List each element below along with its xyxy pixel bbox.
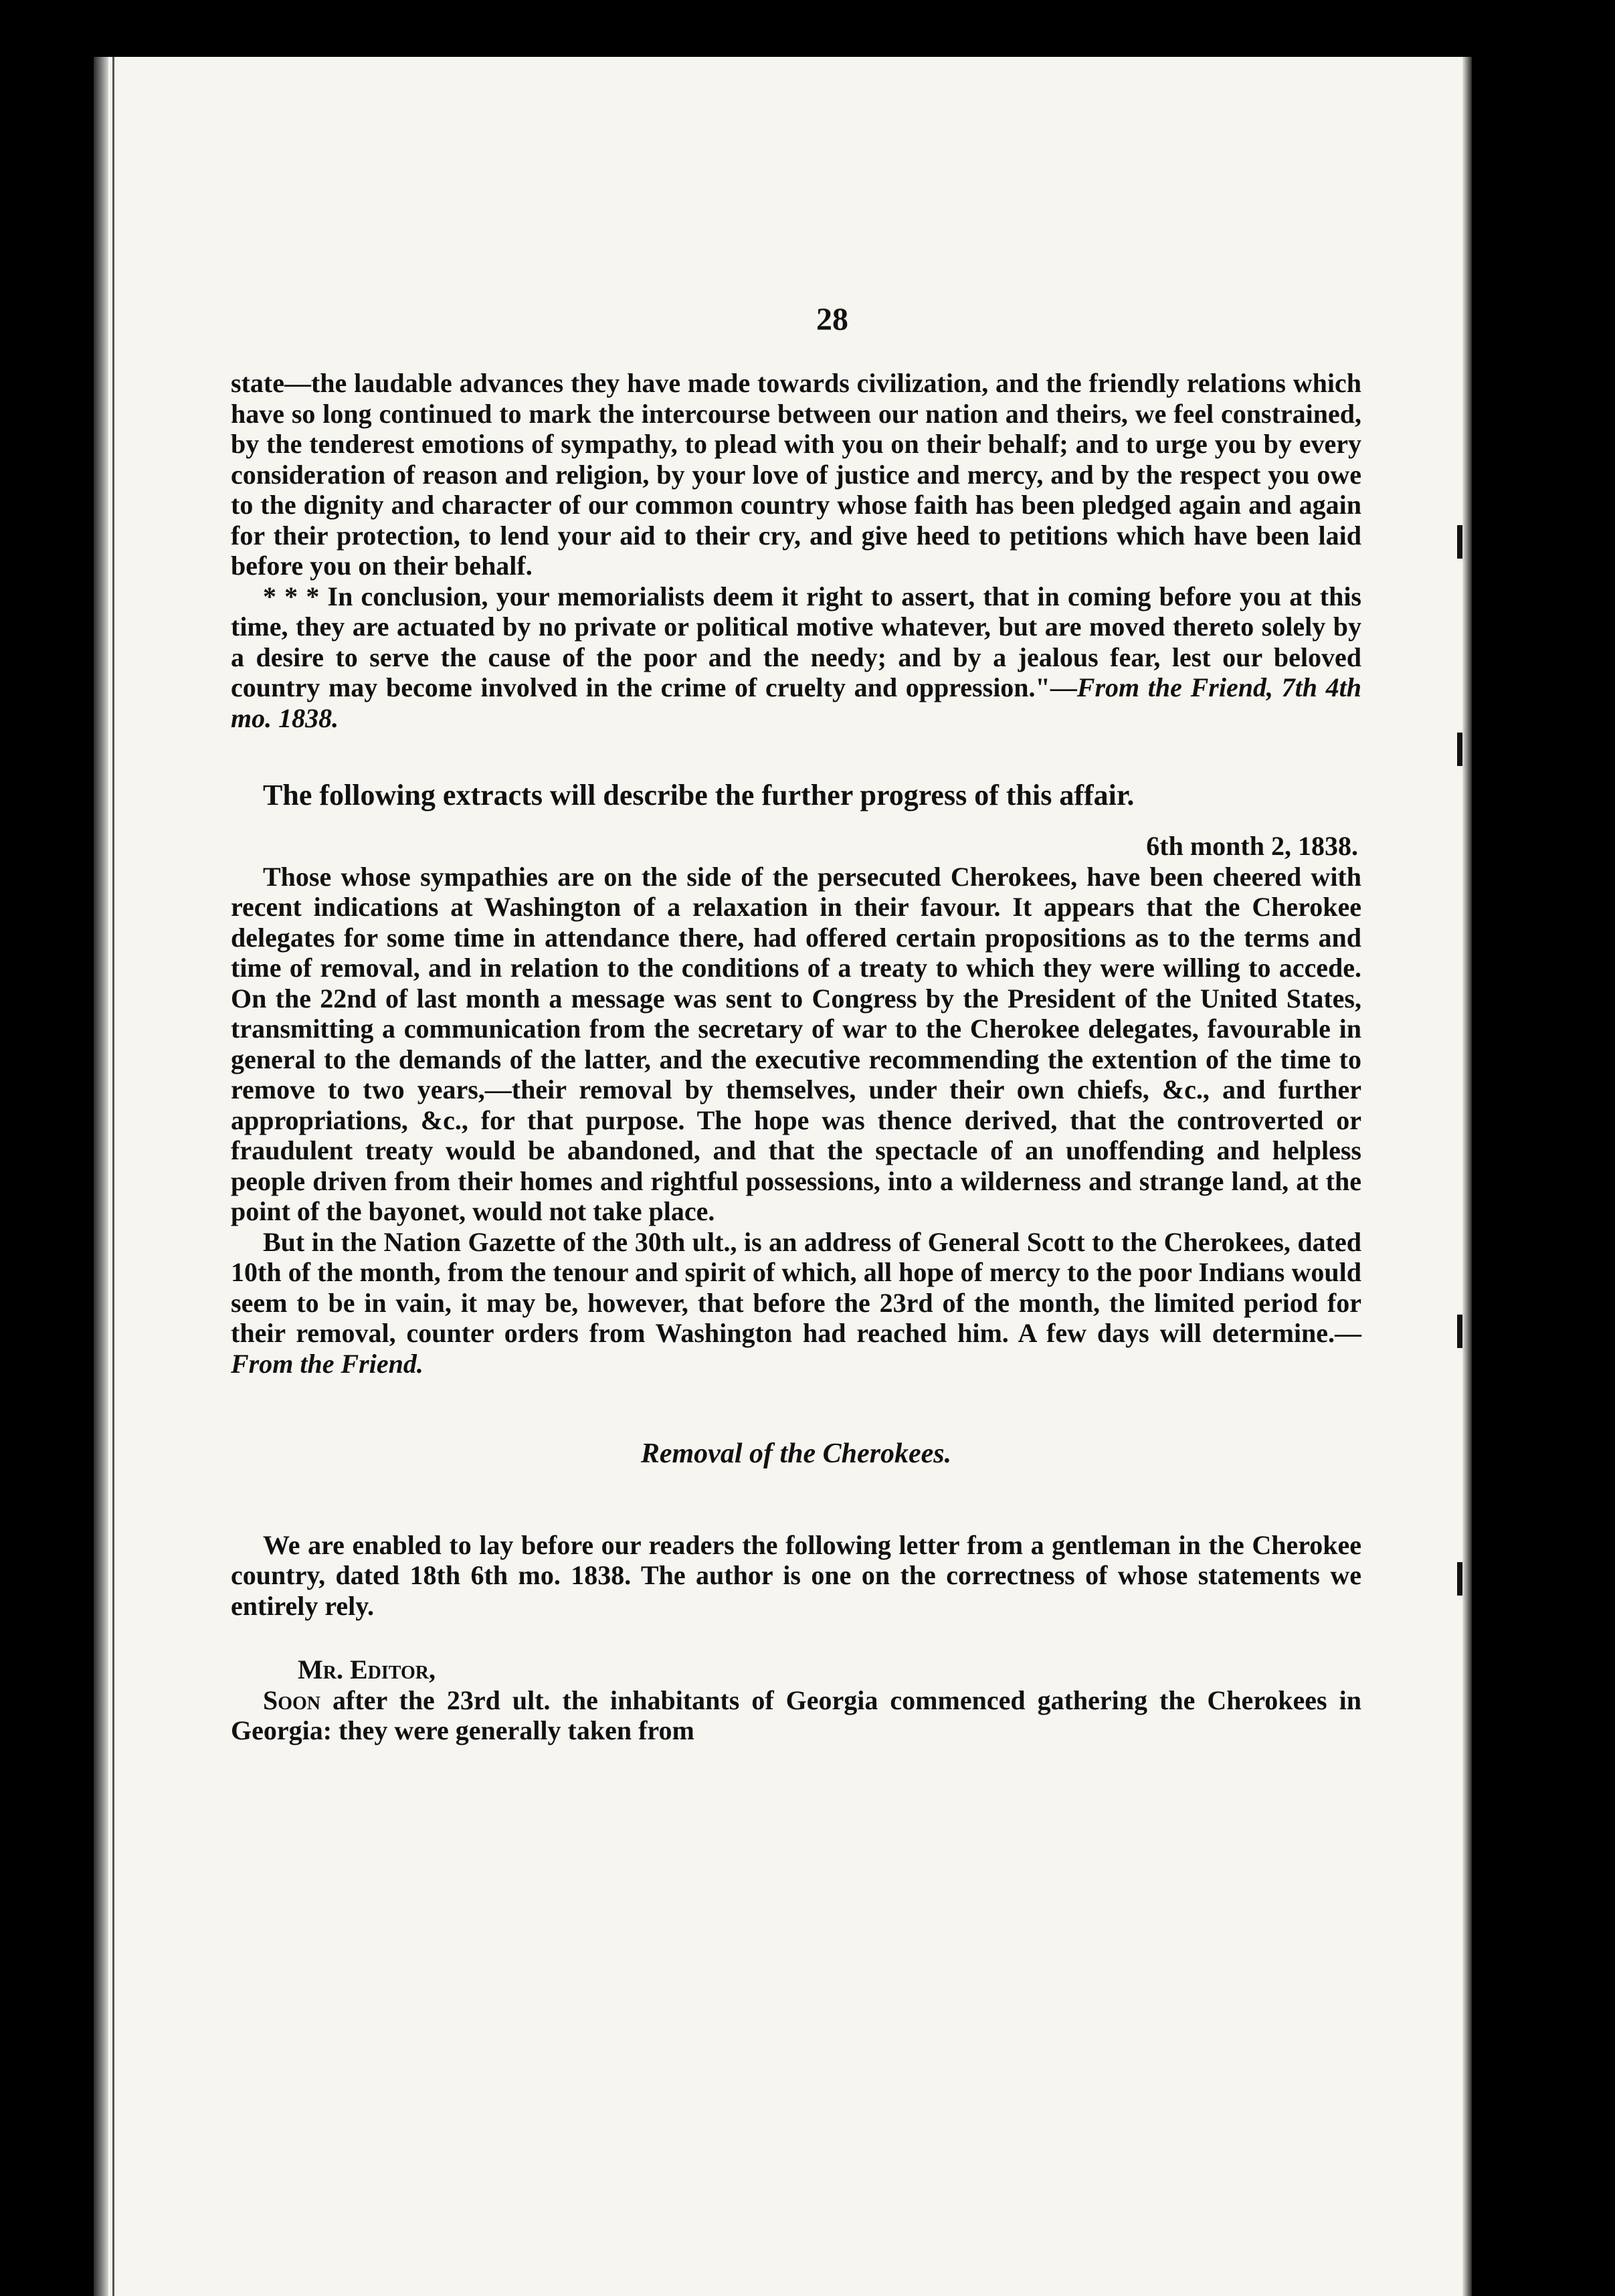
paragraph-nation-gazette: [231, 1227, 1361, 1379]
paragraph-conclusion: [231, 581, 1361, 734]
letter-text: after the 23rd ult. the inhabitants of Georgia commenced gathering the Cherokees in Georgia: they were generally taken from: [231, 1685, 1361, 1745]
edge-mark: [1457, 1562, 1462, 1596]
page-right-edge: [1462, 57, 1472, 2296]
conclusion-text: * * * In conclusion, your memorialists deem it right to assert, that in coming before you at this time, they are actuated by no private or political motive whatever, but are moved thereto solely by a desire to serve the cause of the poor and the needy; and by a jealous fear, lest our beloved country may become involved in the crime of cruelty and oppression."—: [231, 581, 1361, 702]
salutation: Mr. Editor,: [298, 1654, 436, 1685]
section-heading: Removal of the Cherokees.: [640, 1438, 952, 1469]
source-citation: From the Friend, 7th 4th mo. 1838.: [231, 672, 1361, 733]
paragraph-memorial-continued: state—the laudable advances they have made towards civilization, and the friendly relations which have so long continued to mark the intercourse between our nation and theirs, we feel constrained, by the tenderest emotions of sympathy, to plead with you on their behalf; and to urge you by every consideration of reason and religion, by your love of justice and mercy, and by the respect you owe to the dignity and character of our common country whose faith has been pledged again and again for their protection, to lend your aid to their cry, and give heed to petitions which have been laid before you on their behalf.: [231, 368, 1361, 581]
body-text: [231, 368, 1361, 1746]
letter-lead-word: Soon: [263, 1685, 321, 1715]
page-binding-shadow: [94, 57, 108, 2296]
page-number: 28: [816, 302, 848, 337]
paragraph-sympathies: Those whose sympathies are on the side of the persecuted Cherokees, have been cheered with recent indications at Washington of a relaxation in their favour. It appears that the Cherokee delegates for some time in attendance there, had offered certain propositions as to the terms and time of removal, and in relation to the conditions of a treaty to which they were willing to accede. On the 22nd of last month a message was sent to Congress by the President of the United States, transmitting a communication from the secretary of war to the Cherokee delegates, favourable in general to the demands of the latter, and the executive recommending the extention of the time to remove to two years,—their removal by themselves, under their own chiefs, &c., and further appropriations, &c., for that purpose. The hope was thence derived, that the controverted or fraudulent treaty would be abandoned, and that the spectacle of an unoffending and helpless people driven from their homes and rightful possessions, into a wilderness and strange land, at the point of the bayonet, would not take place.: [231, 861, 1361, 1226]
paragraph-letter-body: [231, 1685, 1361, 1746]
dateline: 6th month 2, 1838.: [1146, 831, 1358, 861]
gazette-text: But in the Nation Gazette of the 30th ult., is an address of General Scott to the Cherokees, dated 10th of the month, from the tenour and spirit of which, all hope of mercy to the poor Indians would seem to be in vain, it may be, however, that before the 23rd of the month, the limited period for their removal, counter orders from Washington had reached him. A few days will determine.—: [231, 1226, 1361, 1348]
edge-mark: [1457, 1315, 1462, 1348]
paragraph-following-extracts: The following extracts will describe the further progress of this affair.: [263, 779, 1135, 811]
gutter-rule: [112, 57, 114, 2296]
source-citation: From the Friend.: [231, 1348, 423, 1379]
document-page: [94, 57, 1472, 2296]
edge-mark: [1457, 525, 1462, 559]
paragraph-letter-intro: We are enabled to lay before our readers the following letter from a gentleman in the Cherokee country, dated 18th 6th mo. 1838. The author is one on the correctness of whose statements we entirely rely.: [231, 1529, 1361, 1621]
edge-mark: [1457, 733, 1462, 766]
